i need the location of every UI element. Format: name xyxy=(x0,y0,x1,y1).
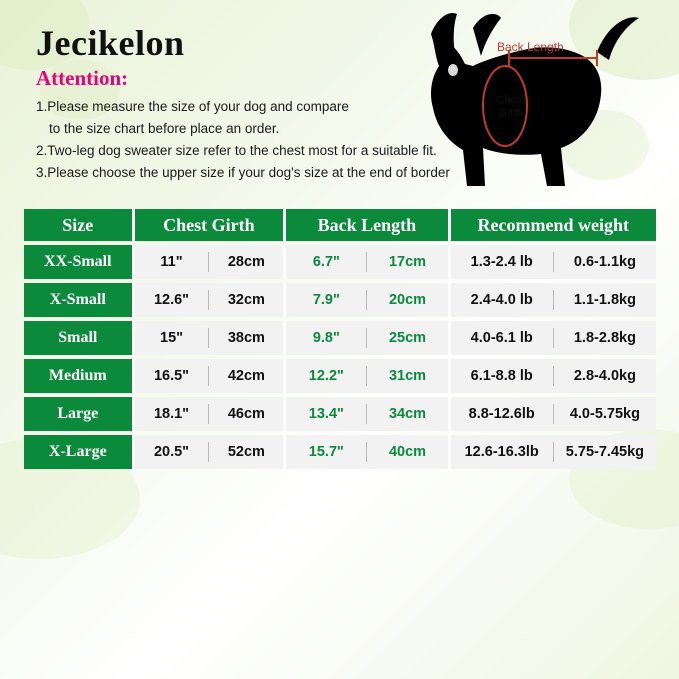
weight-kg: 1.8-2.8kg xyxy=(573,330,636,346)
table-row xyxy=(24,359,656,393)
back-inches: 6.7" xyxy=(312,254,340,270)
cell-recommend-weight xyxy=(451,283,656,317)
weight-lb: 6.1-8.8 lb xyxy=(470,368,533,384)
chest-cm: 42cm xyxy=(227,368,265,384)
column-header-chest-girth: Chest Girth xyxy=(135,209,287,241)
cell-back-length xyxy=(286,435,450,469)
table-row xyxy=(24,321,656,355)
attention-notes xyxy=(36,96,450,183)
attention-note-2: 2.Two-leg dog sweater size refer to the chest most for a suitable fit. xyxy=(36,142,437,158)
cell-back-length xyxy=(286,359,450,393)
cell-chest-girth xyxy=(135,321,287,355)
column-header-size: Size xyxy=(24,209,135,241)
cell-size: Large xyxy=(24,397,135,431)
back-length-diagram-label: Back Length xyxy=(497,40,564,54)
weight-kg: 0.6-1.1kg xyxy=(573,254,636,270)
attention-note-3: 3.Please choose the upper size if your dog's size at the end of border xyxy=(36,164,450,180)
back-inches: 7.9" xyxy=(312,292,340,308)
cell-chest-girth xyxy=(135,283,287,317)
cell-chest-girth xyxy=(135,435,287,469)
cell-back-length xyxy=(286,397,450,431)
attention-note-1: 1.Please measure the size of your dog and compare xyxy=(36,99,349,114)
chest-cm: 46cm xyxy=(227,406,265,422)
weight-lb: 12.6-16.3lb xyxy=(464,444,539,460)
brand-title: Jecikelon xyxy=(36,23,185,63)
chest-cm: 52cm xyxy=(227,444,265,460)
cell-back-length xyxy=(286,321,450,355)
weight-lb: 8.8-12.6lb xyxy=(468,406,535,422)
measurement-diagram xyxy=(401,8,661,198)
back-cm: 25cm xyxy=(388,330,427,346)
cell-size: Medium xyxy=(24,359,135,393)
chest-girth-diagram-label xyxy=(487,94,535,119)
size-table xyxy=(24,205,656,473)
chest-inches: 15" xyxy=(160,330,184,346)
column-header-back-length: Back Length xyxy=(286,209,450,241)
back-cm: 20cm xyxy=(388,292,427,308)
chest-inches: 20.5" xyxy=(153,444,190,460)
cell-chest-girth xyxy=(135,245,287,279)
table-row xyxy=(24,245,656,279)
cell-size: X-Small xyxy=(24,283,135,317)
chest-cm: 32cm xyxy=(227,292,265,308)
cell-recommend-weight xyxy=(451,359,656,393)
weight-kg: 5.75-7.45kg xyxy=(565,444,644,460)
cell-size: XX-Small xyxy=(24,245,135,279)
back-inches: 12.2" xyxy=(308,368,344,384)
size-table-wrapper xyxy=(24,205,656,473)
table-row xyxy=(24,435,656,469)
chest-cm: 28cm xyxy=(227,254,265,270)
cell-recommend-weight xyxy=(451,245,656,279)
back-cm: 17cm xyxy=(388,254,427,270)
chest-inches: 16.5" xyxy=(153,368,190,384)
cell-back-length xyxy=(286,245,450,279)
weight-lb: 4.0-6.1 lb xyxy=(470,330,533,346)
weight-kg: 2.8-4.0kg xyxy=(573,368,636,384)
chest-inches: 11" xyxy=(160,254,183,270)
chest-girth-line-2: Girth xyxy=(499,106,523,119)
chest-inches: 12.6" xyxy=(153,292,190,308)
attention-heading: Attention: xyxy=(36,66,129,90)
chest-inches: 18.1" xyxy=(153,406,190,422)
table-row xyxy=(24,397,656,431)
weight-lb: 1.3-2.4 lb xyxy=(470,254,533,270)
column-header-recommend-weight: Recommend weight xyxy=(451,209,656,241)
back-inches: 15.7" xyxy=(308,444,344,460)
back-cm: 34cm xyxy=(388,406,427,422)
cell-recommend-weight xyxy=(451,435,656,469)
cell-recommend-weight xyxy=(451,397,656,431)
weight-lb: 2.4-4.0 lb xyxy=(470,292,533,308)
table-row xyxy=(24,283,656,317)
back-cm: 40cm xyxy=(388,444,427,460)
weight-kg: 1.1-1.8kg xyxy=(573,292,636,308)
chest-girth-line-1: Chest xyxy=(496,94,526,106)
back-cm: 31cm xyxy=(388,368,427,384)
back-inches: 13.4" xyxy=(308,406,344,422)
table-header-row xyxy=(24,209,656,241)
cell-chest-girth xyxy=(135,359,287,393)
back-inches: 9.8" xyxy=(312,330,340,346)
cell-recommend-weight xyxy=(451,321,656,355)
cell-size: X-Large xyxy=(24,435,135,469)
weight-kg: 4.0-5.75kg xyxy=(569,406,640,422)
attention-note-1b: to the size chart before place an order. xyxy=(49,120,280,136)
cell-size: Small xyxy=(24,321,135,355)
cell-back-length xyxy=(286,283,450,317)
cell-chest-girth xyxy=(135,397,287,431)
chest-cm: 38cm xyxy=(227,330,265,346)
